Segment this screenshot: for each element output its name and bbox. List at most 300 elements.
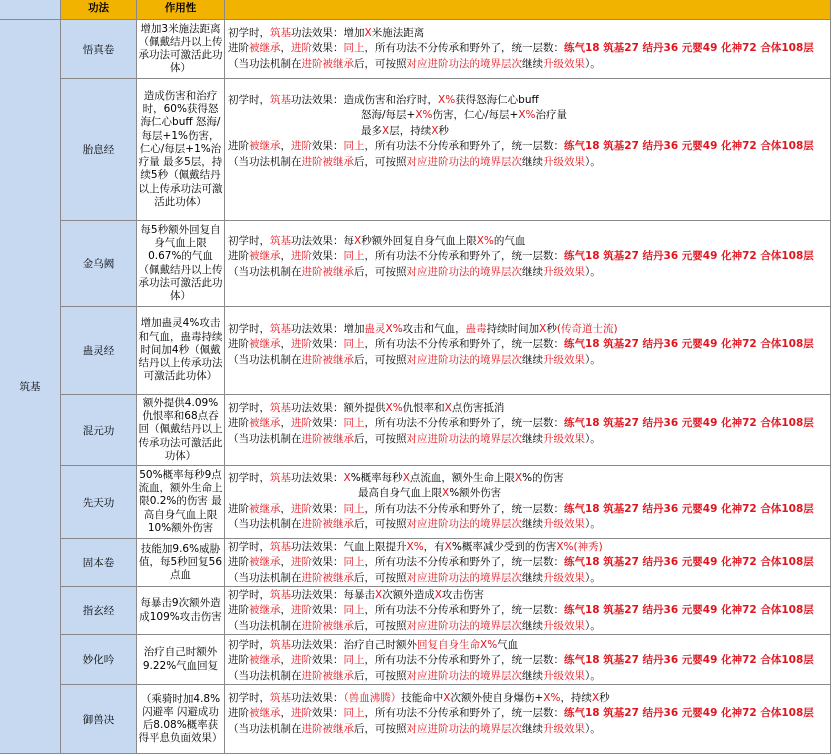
highlighted-text: 升级效果 (543, 518, 585, 531)
description-line (228, 653, 830, 668)
highlighted-text: X (343, 472, 351, 484)
method-name-cell (61, 635, 137, 685)
highlighted-text: X (444, 402, 452, 414)
description-text: ，所有功法不分传承和野外了，统一层数： (364, 604, 564, 617)
description-text: 效果： (312, 502, 344, 515)
description-text: 进阶 (228, 604, 249, 617)
method-effect-cell (137, 685, 225, 754)
description-text: 后，可按照 (354, 353, 407, 366)
method-description-cell (225, 79, 831, 221)
description-text: 治疗量 (535, 109, 568, 122)
description-text: %概率每秒 (350, 472, 403, 484)
description-line (228, 108, 830, 123)
method-name: 先天功 (82, 496, 115, 509)
highlighted-text: 进阶被继承 (301, 432, 354, 445)
description-text: ）。 (585, 518, 601, 531)
method-effect: 每5秒额外回复自身气血上限0.67%的气血（佩戴结丹以上传承功法可激活此功体） (138, 223, 223, 302)
highlighted-text: 进阶 (291, 502, 312, 515)
highlighted-text: 练气18 筑基27 结丹36 元婴49 化神72 合体108层 (564, 140, 814, 153)
highlighted-text: 被继承 (249, 707, 281, 720)
description-line (228, 486, 830, 501)
description-text: 秒额外回复自身气血上限 (361, 235, 477, 247)
description-line (228, 26, 830, 41)
description-text: 秒 (438, 124, 449, 137)
description-text: 秒 (546, 323, 557, 335)
description-line (228, 502, 830, 517)
method-name: 金乌阙 (82, 258, 115, 270)
description-line (228, 265, 830, 280)
description-text: （当功法机制在 (228, 722, 302, 735)
highlighted-text: 筑基 (270, 692, 291, 704)
description-text: ，所有功法不分传承和野外了，统一层数： (364, 556, 564, 569)
group-cell (0, 20, 61, 754)
highlighted-text: 进阶 (291, 250, 312, 263)
description-text: 初学时， (228, 692, 270, 704)
header-method: 功法 (61, 0, 137, 20)
highlighted-text: 进阶被继承 (301, 353, 354, 366)
method-description-cell (225, 685, 831, 754)
description-text: 初学时， (228, 94, 270, 106)
highlighted-text: X% (406, 541, 424, 553)
highlighted-text: 进阶 (291, 338, 312, 351)
highlighted-text: 被继承 (249, 604, 281, 617)
description-text: 功法效果：每暴击 (291, 589, 375, 601)
description-text: 次额外造成 (382, 589, 435, 601)
highlighted-text: 进阶 (291, 42, 312, 55)
highlighted-text: 进阶 (291, 654, 312, 667)
description-text: 后，可按照 (354, 265, 407, 278)
description-text: 效果： (312, 250, 344, 263)
highlighted-text: (传奇道士流) (556, 323, 618, 335)
description-text: 功法效果：气血上限提升 (291, 541, 407, 553)
highlighted-text: 进阶被继承 (301, 518, 354, 531)
description-text: 点伤害抵消 (451, 402, 505, 414)
description-line (228, 603, 830, 618)
highlighted-text: 升级效果 (543, 155, 585, 168)
highlighted-text: 同上 (343, 338, 365, 351)
highlighted-text: X (364, 27, 372, 39)
method-name: 指玄经 (82, 605, 115, 617)
method-description-cell (225, 395, 831, 466)
highlighted-text: 练气18 筑基27 结丹36 元婴49 化神72 合体108层 (564, 417, 814, 430)
description-text: 后，可按照 (354, 155, 407, 168)
highlighted-text: 对应进阶功法的境界层次 (406, 619, 522, 632)
description-text: 效果： (312, 417, 344, 430)
description-text: 功法效果：造成伤害和治疗时， (291, 94, 438, 106)
highlighted-text: 升级效果 (543, 353, 585, 366)
description-text: 后，可按照 (354, 518, 407, 531)
description-text: 攻击伤害 (441, 589, 484, 601)
highlighted-text: 被继承 (249, 250, 281, 263)
description-text: ， (280, 338, 291, 351)
method-effect-cell (137, 79, 225, 221)
highlighted-text: 对应进阶功法的境界层次 (406, 669, 522, 682)
description-text: 的气血 (493, 235, 526, 247)
highlighted-text: X% (415, 109, 433, 122)
description-text: 初学时， (228, 541, 270, 553)
description-text: （当功法机制在 (228, 155, 302, 168)
description-text: 功法效果：增加 (291, 27, 365, 39)
highlighted-text: 进阶被继承 (301, 57, 354, 70)
description-text: %额外伤害 (449, 487, 502, 500)
description-text: 初学时， (228, 235, 270, 247)
highlighted-text: 对应进阶功法的境界层次 (406, 722, 522, 735)
highlighted-text: X% (543, 692, 561, 704)
highlighted-text: 升级效果 (543, 432, 585, 445)
description-text: ， (280, 42, 291, 55)
description-text: 后，可按照 (354, 669, 407, 682)
description-text: ，所有功法不分传承和野外了，统一层数： (364, 707, 564, 720)
method-effect-cell (137, 466, 225, 539)
description-text: （当功法机制在 (228, 57, 302, 70)
description-line (228, 588, 830, 603)
description-text: （当功法机制在 (228, 619, 302, 632)
description-text: 怒海/每层+ (361, 109, 416, 122)
description-text: 继续 (522, 432, 543, 445)
highlighted-text: 同上 (343, 417, 365, 430)
description-text: 持续时间加 (486, 323, 540, 335)
highlighted-text: 升级效果 (543, 619, 585, 632)
highlighted-text: 筑基 (270, 639, 291, 651)
description-text: 进阶 (228, 338, 249, 351)
description-text: ）。 (585, 619, 601, 632)
description-line (228, 691, 830, 706)
highlighted-text: 筑基 (270, 235, 291, 247)
description-text: 继续 (522, 669, 543, 682)
method-effect-cell (137, 20, 225, 79)
method-name-cell (61, 20, 137, 79)
description-text: 初学时， (228, 402, 270, 414)
description-line (228, 93, 830, 108)
method-name-cell (61, 466, 137, 539)
method-name: 妙化吟 (82, 654, 115, 666)
description-line (228, 416, 830, 431)
description-text: 次额外使自身爆伤+ (450, 692, 544, 704)
description-text: 技能命中 (401, 692, 444, 704)
highlighted-text: X (402, 472, 410, 484)
header-description (225, 0, 831, 20)
highlighted-text: 同上 (343, 140, 365, 153)
highlighted-text: 对应进阶功法的境界层次 (406, 571, 522, 584)
description-text: 获得怒海仁心buff (455, 94, 539, 106)
method-effect: 50%概率每秒9点流血，额外生命上限0.2%的伤害 最高自身气血上限10%额外伤害 (138, 468, 223, 534)
highlighted-text: X% (385, 402, 403, 414)
highlighted-text: 筑基 (270, 402, 291, 414)
highlighted-text: 进阶被继承 (301, 669, 354, 682)
description-text: 初学时， (228, 27, 270, 39)
highlighted-text: 被继承 (249, 654, 281, 667)
highlighted-text: 同上 (343, 556, 365, 569)
description-line (228, 353, 830, 368)
description-text: 功法效果：额外提供 (291, 402, 386, 414)
highlighted-text: 进阶被继承 (301, 265, 354, 278)
method-name: 胎息经 (82, 144, 115, 156)
description-text: 继续 (522, 155, 543, 168)
description-text: 进阶 (228, 707, 249, 720)
highlighted-text: 被继承 (249, 140, 281, 153)
description-text: 秒 (599, 692, 610, 704)
highlighted-text: 回复自身生命X% (417, 639, 498, 651)
description-text: ）。 (585, 353, 601, 366)
description-line (228, 571, 830, 586)
description-line (228, 249, 830, 264)
highlighted-text: 对应进阶功法的境界层次 (406, 265, 522, 278)
description-line (228, 124, 830, 139)
method-name: 固本卷 (82, 557, 115, 569)
description-text: 气血 (497, 639, 519, 651)
highlighted-text: 对应进阶功法的境界层次 (406, 518, 522, 531)
description-line (228, 540, 830, 555)
description-line (228, 41, 830, 56)
highlighted-text: 升级效果 (543, 265, 585, 278)
description-text: 继续 (522, 518, 543, 531)
method-name: 悟真卷 (82, 43, 115, 56)
description-line (228, 619, 830, 634)
highlighted-text: 筑基 (270, 541, 291, 553)
description-text: （当功法机制在 (228, 669, 302, 682)
description-text: 最高自身气血上限 (358, 487, 442, 500)
description-text: 初学时， (228, 639, 270, 651)
highlighted-text: 对应进阶功法的境界层次 (406, 353, 522, 366)
highlighted-text: 升级效果 (543, 571, 585, 584)
description-text: 继续 (522, 57, 543, 70)
description-text: 效果： (312, 654, 344, 667)
header-effect: 作用性 (137, 0, 225, 20)
description-text: ）。 (585, 57, 601, 70)
method-name-cell (61, 395, 137, 466)
description-text: %概率减少受到的伤害 (451, 541, 557, 553)
description-text: 伤害，仁心/每层+ (432, 109, 519, 122)
highlighted-text: 练气18 筑基27 结丹36 元婴49 化神72 合体108层 (564, 338, 814, 351)
description-text: 效果： (312, 42, 344, 55)
description-text: ，有 (423, 541, 445, 553)
highlighted-text: 进阶 (291, 417, 312, 430)
description-text: ）。 (585, 571, 601, 584)
highlighted-text: 进阶 (291, 604, 312, 617)
description-text: 功法效果： (291, 472, 344, 484)
highlighted-text: 进阶被继承 (301, 571, 354, 584)
description-text: 初学时， (228, 323, 270, 335)
highlighted-text: X% (518, 109, 536, 122)
method-name-cell (61, 221, 137, 307)
highlighted-text: 同上 (343, 250, 365, 263)
description-line (228, 57, 830, 72)
highlighted-text: X (434, 589, 442, 601)
description-line (228, 517, 830, 532)
description-text: 功法效果： (291, 692, 344, 704)
header-corner (0, 0, 61, 20)
highlighted-text: X (514, 472, 523, 484)
method-effect: （乘骑时加4.8%闪避率 闪避成功后8.08%概率获得平息负面效果） (138, 692, 223, 745)
method-effect: 技能加9.6%威胁值，每5秒回复56点血 (138, 542, 223, 582)
highlighted-text: 进阶被继承 (301, 155, 354, 168)
description-text: （当功法机制在 (228, 353, 302, 366)
highlighted-text: 筑基 (270, 27, 291, 39)
method-description-cell (225, 466, 831, 539)
description-text: 功法效果：治疗自己时额外 (291, 639, 417, 651)
highlighted-text: 练气18 筑基27 结丹36 元婴49 化神72 合体108层 (564, 654, 814, 667)
description-text: ， (280, 654, 291, 667)
description-text: 继续 (522, 619, 543, 632)
highlighted-text: 练气18 筑基27 结丹36 元婴49 化神72 合体108层 (564, 604, 814, 617)
method-name-cell (61, 685, 137, 754)
description-text: ，所有功法不分传承和野外了，统一层数： (364, 140, 564, 153)
highlighted-text: 进阶 (291, 140, 312, 153)
description-line (228, 706, 830, 721)
highlighted-text: X% (556, 541, 574, 553)
description-text: ， (280, 140, 291, 153)
description-text: ， (280, 707, 291, 720)
description-text: 米施法距离 (371, 27, 425, 39)
method-effect-cell (137, 635, 225, 685)
highlighted-text: 升级效果 (543, 57, 585, 70)
description-text: 进阶 (228, 556, 249, 569)
highlighted-text: 同上 (343, 707, 365, 720)
method-name-cell (61, 539, 137, 587)
description-text: （当功法机制在 (228, 432, 302, 445)
highlighted-text: 进阶 (291, 556, 312, 569)
description-line (228, 722, 830, 737)
highlighted-text: 蛊毒 (465, 323, 487, 335)
method-effect: 增加蛊灵4%攻击和气血，蛊毒持续时间加4秒（佩戴结丹以上传承功法可激活此功体） (138, 317, 223, 383)
description-text: 进阶 (228, 140, 249, 153)
method-effect: 额外提供4.09%仇恨率和68点吞回（佩戴结丹以上传承功法可激活此功体） (138, 396, 223, 462)
highlighted-text: 进阶 (291, 707, 312, 720)
description-text: ， (280, 417, 291, 430)
method-name-cell (61, 587, 137, 635)
highlighted-text: 进阶被继承 (301, 722, 354, 735)
description-line (228, 139, 830, 154)
description-text: 效果： (312, 140, 344, 153)
highlighted-text: 筑基 (270, 472, 291, 484)
method-name: 御兽决 (82, 713, 115, 726)
method-description-cell (225, 635, 831, 685)
description-text: 效果： (312, 556, 344, 569)
description-text: （当功法机制在 (228, 571, 302, 584)
description-line (228, 322, 830, 337)
method-effect-cell (137, 587, 225, 635)
description-text: （当功法机制在 (228, 518, 302, 531)
description-line (228, 555, 830, 570)
method-name: 蛊灵经 (82, 345, 115, 357)
description-text: 攻击和气血， (402, 323, 466, 335)
description-text: 效果： (312, 338, 344, 351)
description-text: 仇恨率和 (402, 402, 445, 414)
highlighted-text: 被继承 (249, 338, 281, 351)
method-effect: 造成伤害和治疗时，60%获得怒海仁心buff 怒海/每层+1%伤害，仁心/每层+1%治疗量 最多5层，持续5秒（佩戴结丹以上传承功法可激活此功体） (138, 90, 223, 208)
highlighted-text: 同上 (343, 42, 365, 55)
description-text: 后，可按照 (354, 722, 407, 735)
description-line (228, 669, 830, 684)
description-text: 初学时， (228, 589, 270, 601)
method-description-cell (225, 20, 831, 79)
description-text: 后，可按照 (354, 57, 407, 70)
highlighted-text: 筑基 (270, 323, 291, 335)
description-text: ，所有功法不分传承和野外了，统一层数： (364, 502, 564, 515)
group-label: 筑基 (19, 381, 41, 393)
description-text: 初学时， (228, 472, 270, 484)
description-text: （当功法机制在 (228, 265, 302, 278)
description-line (228, 234, 830, 249)
highlighted-text: 进阶被继承 (301, 619, 354, 632)
highlighted-text: X (591, 692, 600, 704)
highlighted-text: X (442, 487, 450, 500)
method-name-cell (61, 307, 137, 395)
description-text: ）。 (585, 265, 601, 278)
highlighted-text: 同上 (343, 654, 365, 667)
description-text: 继续 (522, 571, 543, 584)
highlighted-text: 练气18 筑基27 结丹36 元婴49 化神72 合体108层 (564, 707, 814, 720)
highlighted-text: 筑基 (270, 589, 291, 601)
highlighted-text: 练气18 筑基27 结丹36 元婴49 化神72 合体108层 (564, 502, 814, 515)
highlighted-text: 练气18 筑基27 结丹36 元婴49 化神72 合体108层 (564, 42, 814, 55)
description-line (228, 471, 830, 486)
method-description-cell (225, 221, 831, 307)
description-text: 进阶 (228, 42, 249, 55)
description-text: ，所有功法不分传承和野外了，统一层数： (364, 417, 564, 430)
highlighted-text: X (443, 692, 451, 704)
highlighted-text: 升级效果 (543, 722, 585, 735)
highlighted-text: X (539, 323, 547, 335)
description-text: 功法效果：每 (291, 235, 354, 247)
highlighted-text: 对应进阶功法的境界层次 (406, 57, 522, 70)
highlighted-text: 对应进阶功法的境界层次 (406, 432, 522, 445)
highlighted-text: X% (438, 94, 456, 106)
method-name-cell (61, 79, 137, 221)
highlighted-text: 蛊灵X% (364, 323, 403, 335)
highlighted-text: 同上 (343, 604, 365, 617)
description-text: 功法效果：增加 (291, 323, 365, 335)
description-line (228, 337, 830, 352)
description-text: 层，持续 (389, 124, 432, 137)
highlighted-text: (神秀) (573, 541, 603, 553)
description-text: ，持续 (560, 692, 592, 704)
description-text: ，所有功法不分传承和野外了，统一层数： (364, 250, 564, 263)
description-text: 进阶 (228, 250, 249, 263)
method-effect: 增加3米施法距离（佩戴结丹以上传承功法可激活此功体） (138, 22, 223, 75)
highlighted-text: 被继承 (249, 556, 281, 569)
highlighted-text: 同上 (343, 502, 365, 515)
description-line (228, 155, 830, 170)
highlighted-text: 被继承 (249, 502, 281, 515)
highlighted-text: X (444, 541, 452, 553)
description-line (228, 638, 830, 653)
description-text: 效果： (312, 604, 344, 617)
highlighted-text: 练气18 筑基27 结丹36 元婴49 化神72 合体108层 (564, 250, 814, 263)
description-text: 后，可按照 (354, 571, 407, 584)
description-text: 继续 (522, 353, 543, 366)
description-text: 继续 (522, 265, 543, 278)
method-effect-cell (137, 395, 225, 466)
method-description-cell (225, 587, 831, 635)
description-text: ， (280, 604, 291, 617)
method-effect-cell (137, 539, 225, 587)
highlighted-text: X% (476, 235, 494, 247)
method-effect-cell (137, 221, 225, 307)
description-text: 最多 (361, 124, 382, 137)
highlighted-text: （兽血沸腾） (343, 692, 402, 704)
method-description-cell (225, 307, 831, 395)
description-text: ）。 (585, 155, 601, 168)
description-text: ， (280, 250, 291, 263)
highlighted-text: 升级效果 (543, 669, 585, 682)
description-text: 进阶 (228, 417, 249, 430)
description-text: 进阶 (228, 654, 249, 667)
description-text: ， (280, 556, 291, 569)
method-effect: 每暴击9次额外造成109%攻击伤害 (139, 597, 222, 623)
description-text: ，所有功法不分传承和野外了，统一层数： (364, 338, 564, 351)
description-text: 点流血，额外生命上限 (409, 472, 515, 484)
